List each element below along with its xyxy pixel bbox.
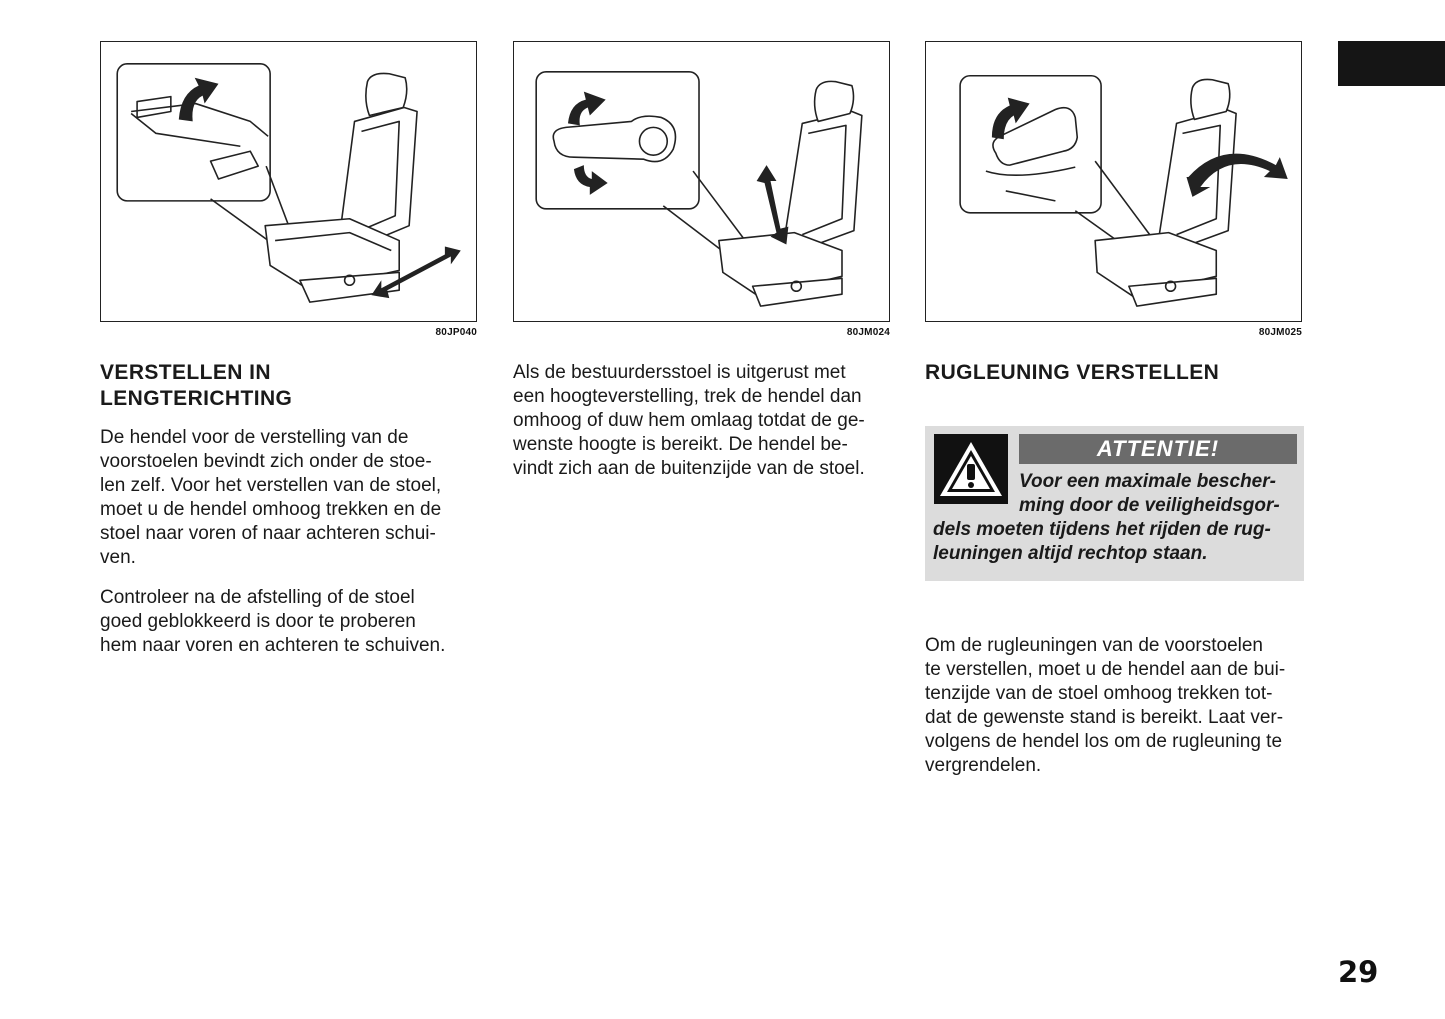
page-number: 29: [1338, 955, 1379, 989]
figure-code: 80JM024: [846, 327, 890, 338]
section-longitudinal: [100, 360, 478, 658]
figure-backrest: [925, 41, 1302, 322]
chapter-tab-marker: [1338, 41, 1445, 86]
warning-title: ATTENTIE!: [1019, 434, 1297, 464]
figure-code: 80JP040: [435, 327, 477, 338]
body-paragraph: Als de bestuurdersstoel is uitgerust met een hoogteverstelling, trek de hendel dan omhoog of duw hem omlaag totdat de ge- wenste hoogte is bereikt. De hendel be- vindt zich aan de buitenzijde van de stoel.: [513, 362, 865, 479]
figure-seat-longitudinal: [100, 41, 477, 322]
backrest-illustration: [926, 42, 1301, 321]
section-backrest: [925, 360, 1303, 386]
body-paragraph: De hendel voor de verstelling van de voorstoelen bevindt zich onder de stoe- len zelf. Voor het verstellen van de stoel, moet u de hendel omhoog trekken en de stoel naar voren of naar achteren schui- ven.: [100, 427, 442, 568]
section-heading: VERSTELLEN IN LENGTERICHTING: [100, 361, 293, 410]
body-paragraph: Om de rugleuningen van de voorstoelen te verstellen, moet u de hendel aan de bui- tenzijde van de stoel omhoog trekken tot- dat de gewenste stand is bereikt. Laat ver- volgens de hendel los om de rugleuning te vergrendelen.: [925, 635, 1286, 776]
body-paragraph: Controleer na de afstelling of de stoel goed geblokkeerd is door te proberen hem naar voren en achteren te schuiven.: [100, 587, 446, 656]
seat-longitudinal-illustration: [101, 42, 476, 321]
warning-text: Voor een maximale bescher- ming door de veiligheidsgor- dels moeten tijdens het rijden de rug- leuningen altijd rechtop staan.: [933, 471, 1280, 564]
seat-height-illustration: [514, 42, 889, 321]
section-height: [513, 361, 891, 481]
section-backrest-body: [925, 634, 1304, 778]
figure-seat-height: [513, 41, 890, 322]
warning-box: [925, 426, 1304, 581]
figure-code: 80JM025: [1258, 327, 1302, 338]
section-heading: RUGLEUNING VERSTELLEN: [925, 361, 1220, 384]
